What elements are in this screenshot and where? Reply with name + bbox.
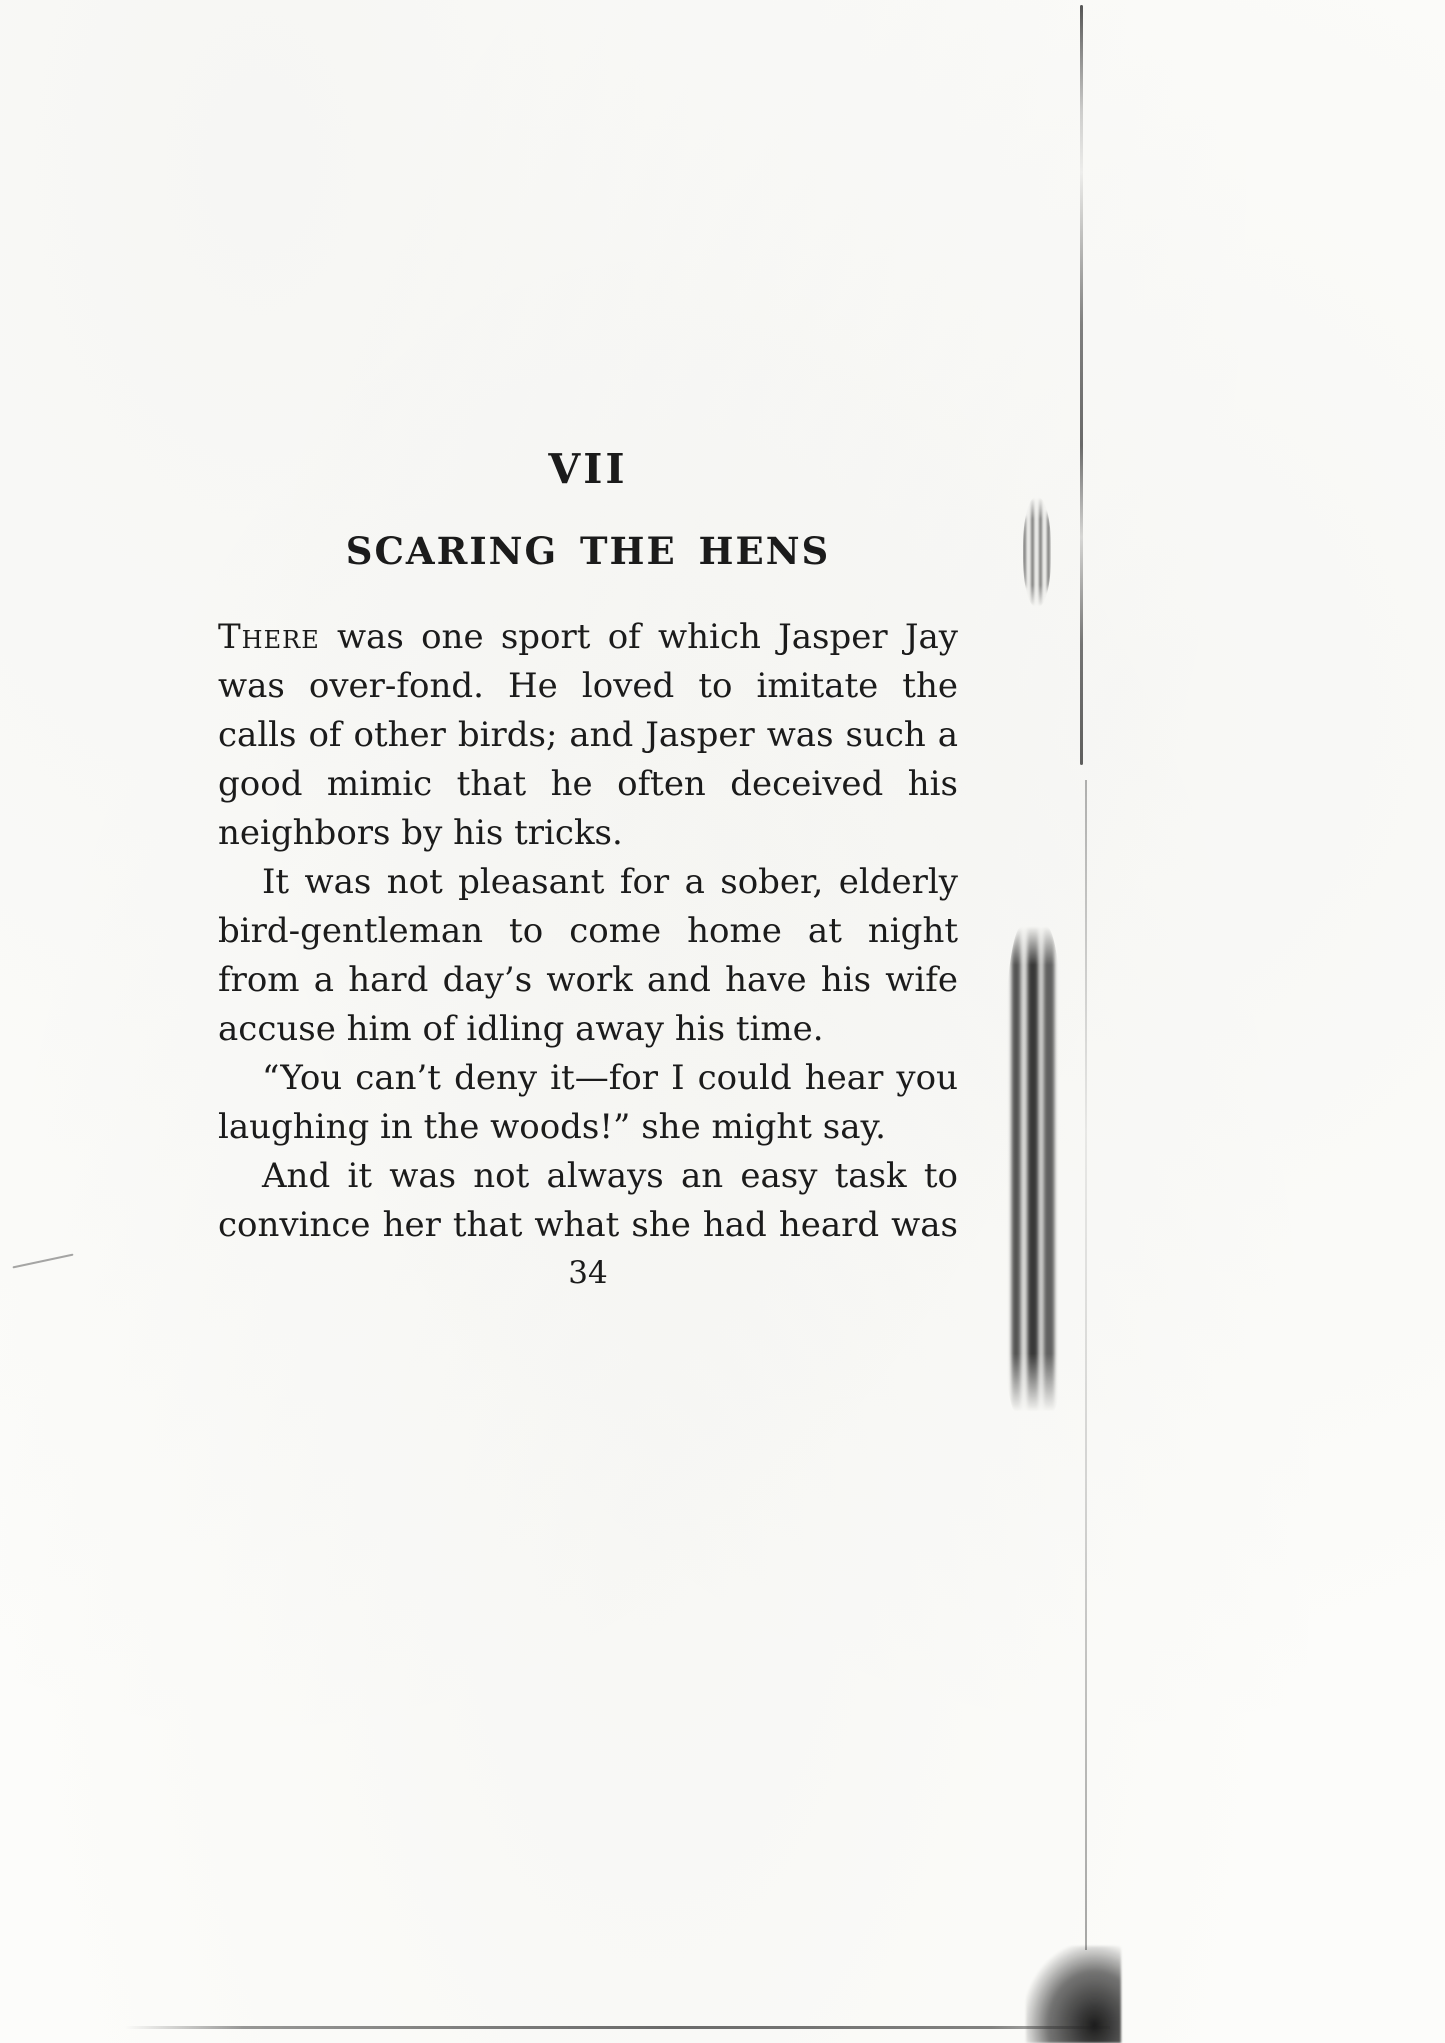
chapter-title: SCARING THE HENS [345, 529, 831, 573]
body-text [218, 613, 958, 1250]
page-bottom-edge-line [125, 2026, 1110, 2029]
paragraph: It was not pleasant for a sober, elderly bird-gentleman to come home at night from a hard day’s work and have his wife accuse him of idling away his time. [218, 862, 958, 1049]
paragraph [218, 613, 958, 858]
text-block [218, 0, 958, 1291]
ink-smudge-middle [1004, 926, 1064, 1412]
paragraph-text: was one sport of which Jasper Jay was over-fond. He loved to imitate the calls of other birds; and Jasper was such a good mimic that he often deceived his neighbors by his tricks. [218, 617, 958, 853]
paragraph: And it was not always an easy task to convince her that what she had heard was [218, 1156, 958, 1245]
ink-smudge-upper [1023, 497, 1051, 607]
chapter-number: VII [548, 445, 628, 493]
paragraph: “You can’t deny it—for I could hear you laughing in the woods!” she might say. [218, 1058, 958, 1147]
page-number: 34 [568, 1255, 608, 1291]
binding-crease-line-top [1080, 5, 1083, 765]
pencil-mark [12, 1254, 73, 1269]
corner-ink-blot [1026, 1946, 1121, 2043]
binding-crease-line-bottom [1085, 780, 1087, 1950]
lead-word: There [218, 617, 320, 657]
